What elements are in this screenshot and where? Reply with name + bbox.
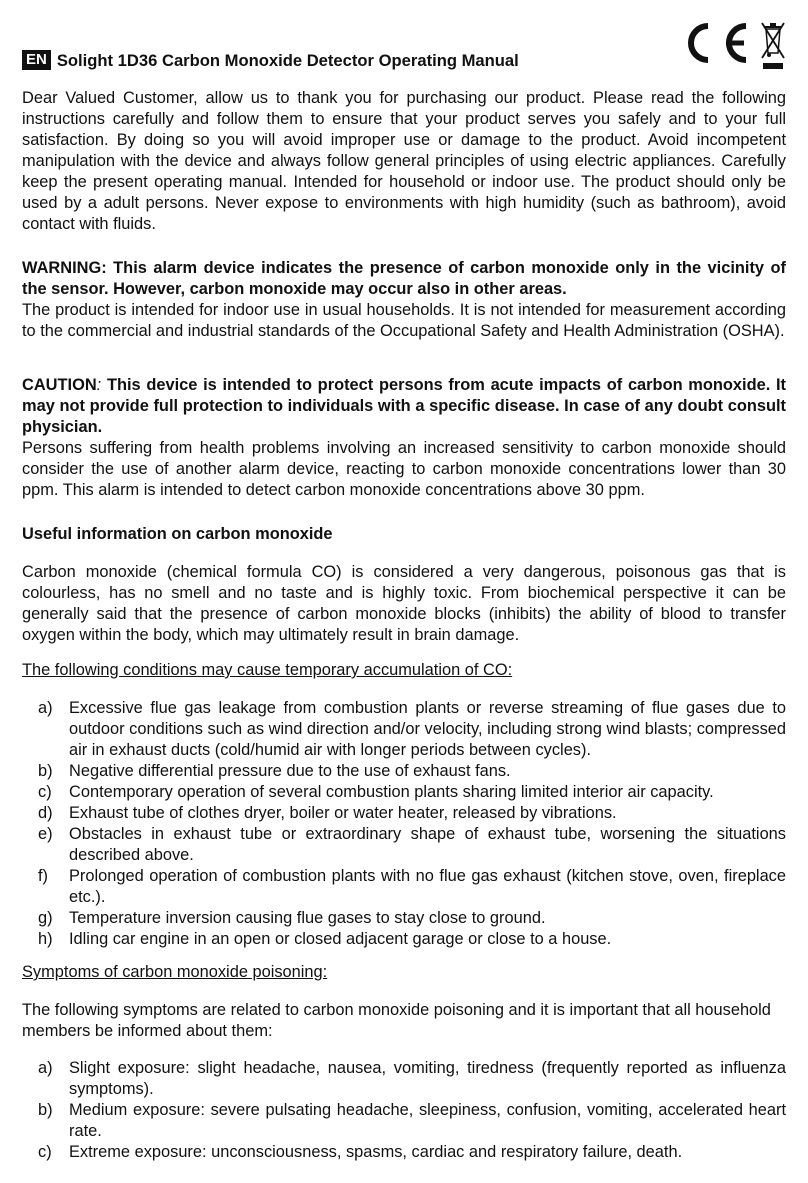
list-item: f) Prolonged operation of combustion plants with no flue gas exhaust (kitchen stove, oven, fireplace etc.). [38,867,786,906]
list-item: a) Excessive flue gas leakage from combustion plants or reverse streaming of flue gases due to outdoor conditions such as wind direction and/or velocity, including strong wind blasts; compressed air in exhaust ducts (cold/humid air with longer periods between cycles). [38,699,786,759]
list-item: c) Contemporary operation of several combustion plants sharing limited interior air capacity. [38,783,714,801]
warning-section [22,258,786,342]
intro-section [22,88,786,235]
conditions-heading: The following conditions may cause temporary accumulation of CO: [22,661,513,679]
document-title: Solight 1D36 Carbon Monoxide Detector Operating Manual [56,50,519,70]
symptoms-intro-wrap [22,1000,786,1042]
symptoms-heading: Symptoms of carbon monoxide poisoning: [22,963,328,981]
list-item: a) Slight exposure: slight headache, nausea, vomiting, tiredness (frequently reported as influenza symptoms). [38,1059,786,1098]
caution-heading [22,375,786,438]
list-item: d) Exhaust tube of clothes dryer, boiler or water heater, released by vibrations. [38,804,617,822]
symptoms-list-wrap [22,1058,786,1163]
caution-text: Persons suffering from health problems involving an increased sensitivity to carbon monoxide should consider the use of another alarm device, reacting to carbon monoxide concentrations lower than 30 ppm. This alarm is intended to detect carbon monoxide concentrations above 30 ppm. [22,439,786,499]
symptoms-section [22,962,786,983]
warning-heading: WARNING: This alarm device indicates the presence of carbon monoxide only in the vicinity of the sensor. However, carbon monoxide may occur also in other areas. [22,259,786,298]
symptoms-intro: The following symptoms are related to carbon monoxide poisoning and it is important that all household members be informed about them: [22,1001,771,1040]
useful-info-paragraph: Carbon monoxide (chemical formula CO) is considered a very dangerous, poisonous gas that is colourless, has no smell and no taste and is highly toxic. From biochemical perspective it can be generally said that the presence of carbon monoxide blocks (inhibits) the ability of blood to transfer oxygen within the body, which may ultimately result in brain damage. [22,563,786,644]
useful-info-body [22,562,786,646]
list-item: h) Idling car engine in an open or closed adjacent garage or close to a house. [38,930,612,948]
list-item: g) Temperature inversion causing flue gases to stay close to ground. [38,909,546,927]
document-header [22,48,519,72]
caution-heading-text: This device is intended to protect persons from acute impacts of carbon monoxide. It may not provide full protection to individuals with a specific disease. In case of any doubt consult physician. [22,376,786,436]
caution-section [22,375,786,501]
list-item: b) Medium exposure: severe pulsating headache, sleepiness, confusion, vomiting, accelerated heart rate. [38,1101,786,1140]
caution-colon: : [96,376,102,394]
useful-info-heading: Useful information on carbon monoxide [22,525,333,543]
conditions-section [22,660,786,681]
symptoms-list [22,1058,786,1163]
warning-text: The product is intended for indoor use in usual households. It is not intended for measurement according to the commercial and industrial standards of the Occupational Safety and Health Administration (OSHA). [22,301,786,340]
list-item: b) Negative differential pressure due to the use of exhaust fans. [38,762,511,780]
certification-logos [674,20,786,72]
intro-paragraph: Dear Valued Customer, allow us to thank you for purchasing our product. Please read the following instructions carefully and follow them to ensure that your product serves you safely and to your full satisfaction. By doing so you will avoid improper use or damage to the product. Avoid incompetent manipulation with the device and always follow general principles of using electric appliances. Carefully keep the present operating manual. Intended for household or indoor use. The product should only be used by a adult persons. Never expose to environments with high humidity (such as bathroom), avoid contact with fluids. [22,89,786,233]
list-item: c) Extreme exposure: unconsciousness, spasms, cardiac and respiratory failure, death. [38,1143,683,1161]
ce-mark-icon [674,20,750,66]
caution-label: CAUTION [22,376,97,394]
weee-bin-icon [760,20,786,72]
conditions-list-wrap [22,698,786,950]
useful-info-section [22,524,786,545]
list-item: e) Obstacles in exhaust tube or extraordinary shape of exhaust tube, worsening the situations described above. [38,825,786,864]
conditions-list [22,698,786,950]
language-badge: EN [22,50,51,70]
